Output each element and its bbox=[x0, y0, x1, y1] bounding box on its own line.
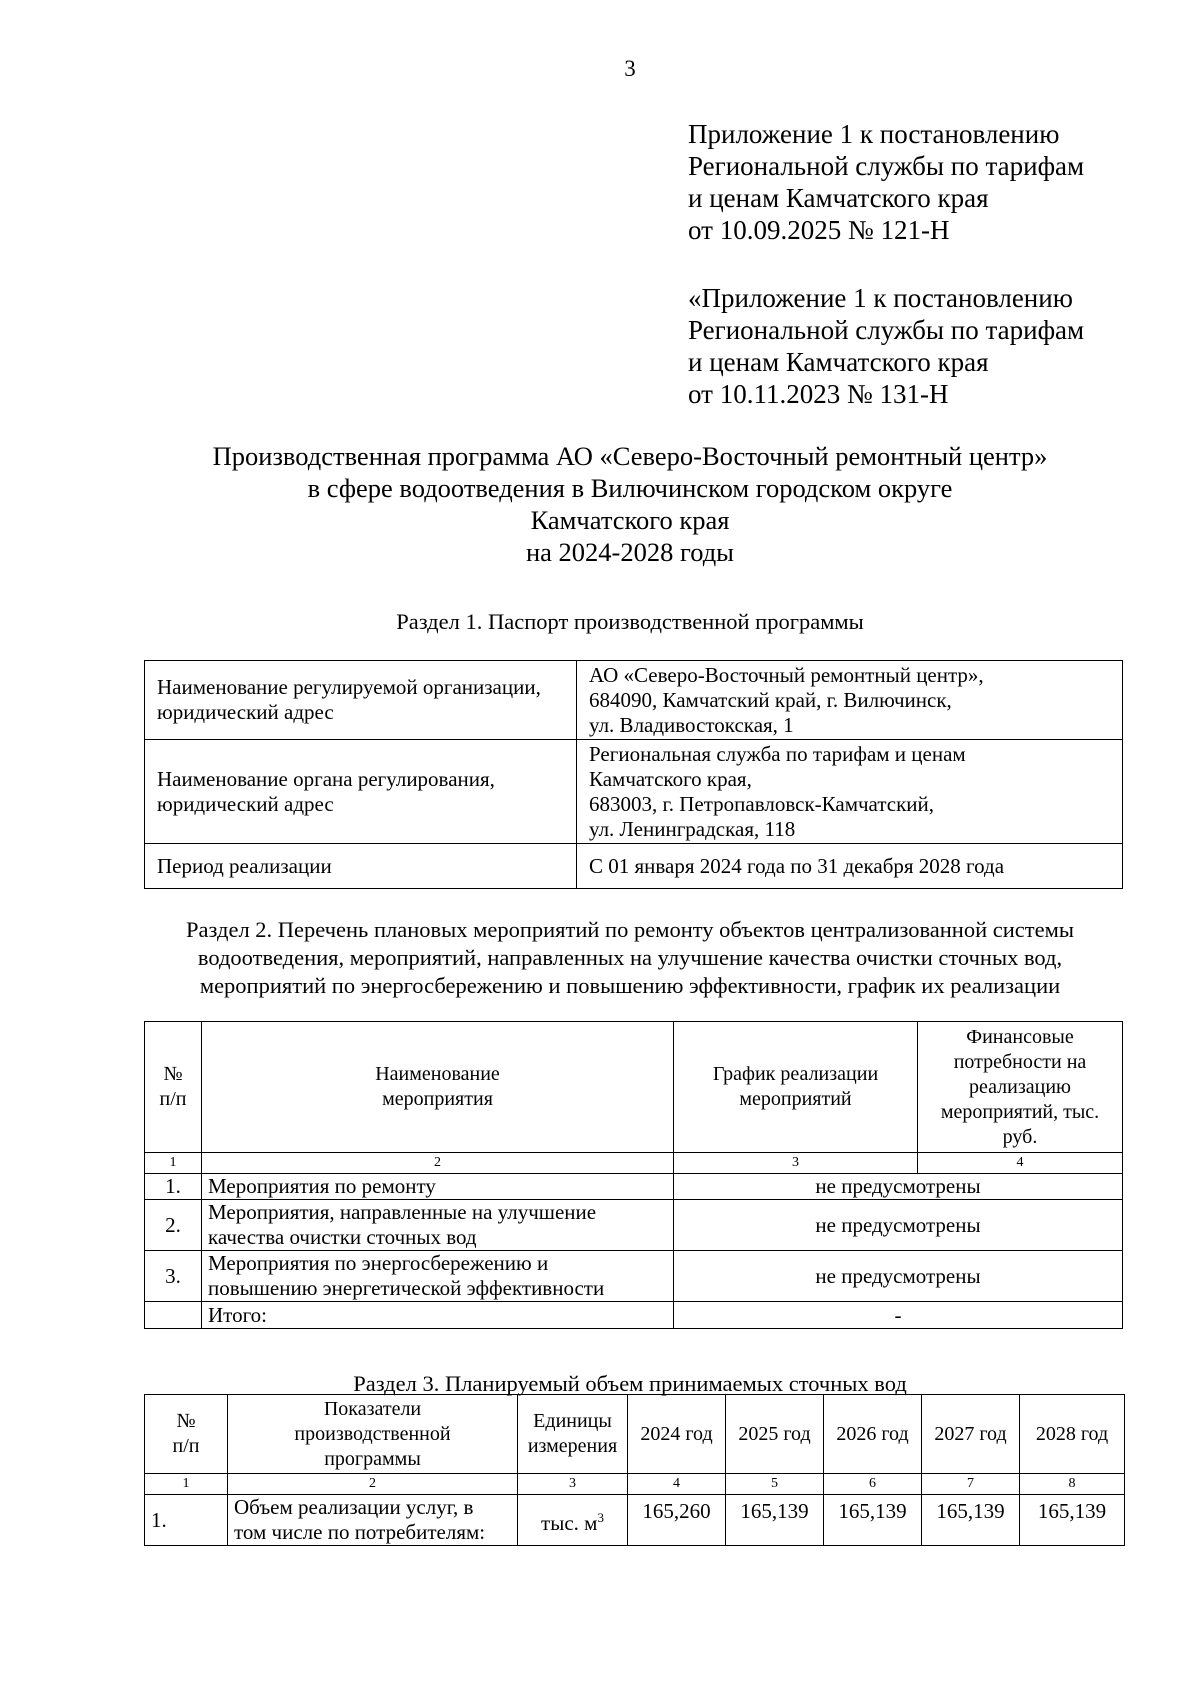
header-year: 2025 год bbox=[726, 1395, 824, 1474]
column-number: 4 bbox=[918, 1153, 1123, 1174]
header-line: мероприятий bbox=[739, 1088, 852, 1110]
label-line: Период реализации bbox=[157, 853, 332, 878]
appendix-line: и ценам Камчатского края bbox=[688, 347, 989, 377]
total-row bbox=[145, 1302, 1123, 1329]
label-line: юридический адрес bbox=[157, 791, 334, 816]
column-number: 6 bbox=[824, 1474, 922, 1495]
column-number: 3 bbox=[674, 1153, 918, 1174]
header-line: мероприятий, тыс. bbox=[940, 1100, 1100, 1123]
header-line: п/п bbox=[172, 1435, 200, 1457]
label-line: Наименование регулируемой организации, bbox=[157, 675, 541, 699]
section3-heading: Раздел 3. Планируемый объем принимаемых сточных вод bbox=[353, 1371, 907, 1396]
volume-table bbox=[144, 1394, 1125, 1546]
header-indicator bbox=[228, 1395, 518, 1474]
column-number: 7 bbox=[922, 1474, 1020, 1495]
column-number: 1 bbox=[145, 1474, 228, 1495]
header-year: 2027 год bbox=[922, 1395, 1020, 1474]
header-line: мероприятия bbox=[382, 1088, 493, 1110]
passport-value bbox=[577, 740, 1123, 844]
row-name bbox=[202, 1251, 674, 1302]
row-unit bbox=[518, 1495, 628, 1546]
unit-text: тыс. м bbox=[541, 1510, 598, 1535]
year-value: 165,139 bbox=[726, 1495, 824, 1546]
header-year: 2024 год bbox=[628, 1395, 726, 1474]
value-line: АО «Северо-Восточный ремонтный центр», bbox=[589, 662, 984, 687]
year-value: 165,260 bbox=[628, 1495, 726, 1546]
row-num: 2. bbox=[145, 1200, 202, 1251]
year-value: 165,139 bbox=[922, 1495, 1020, 1546]
row-name bbox=[202, 1174, 674, 1200]
passport-value bbox=[577, 844, 1123, 889]
appendix-line: «Приложение 1 к постановлению bbox=[688, 283, 1073, 313]
appendix-line: Приложение 1 к постановлению bbox=[688, 119, 1060, 149]
row-indicator bbox=[228, 1495, 518, 1546]
row-num: 1. bbox=[145, 1495, 228, 1546]
column-number-row bbox=[145, 1474, 1125, 1495]
total-value: - bbox=[674, 1302, 1123, 1329]
title-line: на 2024-2028 годы bbox=[525, 537, 734, 567]
indicator-line: том числе по потребителям: bbox=[234, 1520, 486, 1544]
row-value: не предусмотрены bbox=[674, 1200, 1123, 1251]
header-line: п/п bbox=[159, 1088, 187, 1110]
passport-label bbox=[145, 844, 577, 889]
header-line: Финансовые bbox=[966, 1025, 1074, 1048]
header-num bbox=[145, 1022, 202, 1153]
section2-heading bbox=[0, 916, 1200, 1000]
header-line: потребности на bbox=[953, 1050, 1087, 1073]
value-line: 684090, Камчатский край, г. Вилючинск, bbox=[589, 687, 952, 712]
appendix-line: Региональной службы по тарифам bbox=[688, 315, 1085, 345]
title-line: Производственная программа АО «Северо-Восточный ремонтный центр» bbox=[212, 441, 1048, 471]
name-line: Мероприятия по энергосбережению и bbox=[208, 1251, 549, 1275]
page-number: 3 bbox=[624, 56, 636, 81]
table-row bbox=[145, 844, 1123, 889]
table-header-row bbox=[145, 1395, 1125, 1474]
value-line: Камчатского края, bbox=[589, 766, 752, 791]
row-value: не предусмотрены bbox=[674, 1174, 1123, 1200]
value-line: С 01 января 2024 года по 31 декабря 2028 года bbox=[589, 853, 1005, 878]
section1-heading: Раздел 1. Паспорт производственной программы bbox=[396, 609, 864, 634]
column-number: 8 bbox=[1020, 1474, 1125, 1495]
value-line: ул. Владивостокская, 1 bbox=[589, 712, 794, 737]
unit-superscript: 3 bbox=[597, 1509, 604, 1525]
row-num: 3. bbox=[145, 1251, 202, 1302]
appendix-line: и ценам Камчатского края bbox=[688, 183, 989, 213]
appendix-current bbox=[688, 118, 1084, 246]
appendix-line: Региональной службы по тарифам bbox=[688, 151, 1085, 181]
value-line: Региональная служба по тарифам и ценам bbox=[589, 741, 966, 766]
row-value: не предусмотрены bbox=[674, 1251, 1123, 1302]
indicator-line: Объем реализации услуг, в bbox=[234, 1495, 474, 1519]
header-line: программы bbox=[324, 1447, 421, 1470]
table-row bbox=[145, 740, 1123, 844]
year-value: 165,139 bbox=[1020, 1495, 1125, 1546]
header-line: руб. bbox=[1002, 1125, 1038, 1148]
table-row bbox=[145, 1251, 1123, 1302]
value-line: ул. Ленинградская, 118 bbox=[589, 816, 796, 841]
header-line: Единицы bbox=[533, 1410, 612, 1432]
header-line: № bbox=[163, 1063, 183, 1085]
passport-label bbox=[145, 661, 577, 740]
table-row bbox=[145, 1495, 1125, 1546]
heading-line: мероприятий по энергосбережению и повышению эффективности, график их реализации bbox=[199, 973, 1061, 998]
name-line: Мероприятия по ремонту bbox=[208, 1174, 436, 1198]
column-number: 4 bbox=[628, 1474, 726, 1495]
row-num bbox=[145, 1302, 202, 1329]
column-number: 5 bbox=[726, 1474, 824, 1495]
header-line: Наименование bbox=[375, 1063, 500, 1085]
appendix-line: от 10.11.2023 № 131-Н bbox=[688, 379, 949, 409]
value-line: 683003, г. Петропавловск-Камчатский, bbox=[589, 791, 935, 816]
total-label: Итого: bbox=[202, 1302, 674, 1329]
row-num: 1. bbox=[145, 1174, 202, 1200]
document-title bbox=[0, 440, 1200, 568]
appendix-previous bbox=[688, 282, 1084, 410]
column-number: 2 bbox=[228, 1474, 518, 1495]
header-year: 2028 год bbox=[1020, 1395, 1125, 1474]
row-name bbox=[202, 1200, 674, 1251]
title-line: Камчатского края bbox=[530, 505, 730, 535]
heading-line: водоотведения, мероприятий, направленных на улучшение качества очистки сточных вод, bbox=[197, 945, 1063, 970]
heading-line: Раздел 2. Перечень плановых мероприятий по ремонту объектов централизованной системы bbox=[186, 917, 1074, 942]
column-number: 3 bbox=[518, 1474, 628, 1495]
passport-table bbox=[144, 660, 1123, 889]
label-line: юридический адрес bbox=[157, 700, 334, 724]
header-line: производственной bbox=[294, 1422, 451, 1445]
header-line: Показатели bbox=[323, 1397, 422, 1420]
header-line: измерения bbox=[527, 1435, 618, 1457]
title-line: в сфере водоотведения в Вилючинском городском округе bbox=[307, 473, 953, 503]
label-line: Наименование органа регулирования, bbox=[157, 766, 495, 791]
header-unit bbox=[518, 1395, 628, 1474]
table-row bbox=[145, 1200, 1123, 1251]
name-line: повышению энергетической эффективности bbox=[208, 1276, 605, 1300]
header-name bbox=[202, 1022, 674, 1153]
year-value: 165,139 bbox=[824, 1495, 922, 1546]
column-number: 2 bbox=[202, 1153, 674, 1174]
table-header-row bbox=[145, 1022, 1123, 1153]
name-line: качества очистки сточных вод bbox=[208, 1225, 477, 1249]
measures-table bbox=[144, 1021, 1123, 1329]
header-schedule bbox=[674, 1022, 918, 1153]
column-number-row bbox=[145, 1153, 1123, 1174]
table-row bbox=[145, 661, 1123, 740]
header-line: реализацию bbox=[969, 1075, 1071, 1098]
appendix-line: от 10.09.2025 № 121-Н bbox=[688, 215, 950, 245]
header-num bbox=[145, 1395, 228, 1474]
column-number: 1 bbox=[145, 1153, 202, 1174]
table-row bbox=[145, 1174, 1123, 1200]
header-finance bbox=[918, 1022, 1123, 1153]
passport-value bbox=[577, 661, 1123, 740]
header-line: № bbox=[176, 1410, 196, 1432]
name-line: Мероприятия, направленные на улучшение bbox=[208, 1200, 597, 1224]
passport-label bbox=[145, 740, 577, 844]
header-line: График реализации bbox=[712, 1063, 879, 1085]
header-year: 2026 год bbox=[824, 1395, 922, 1474]
